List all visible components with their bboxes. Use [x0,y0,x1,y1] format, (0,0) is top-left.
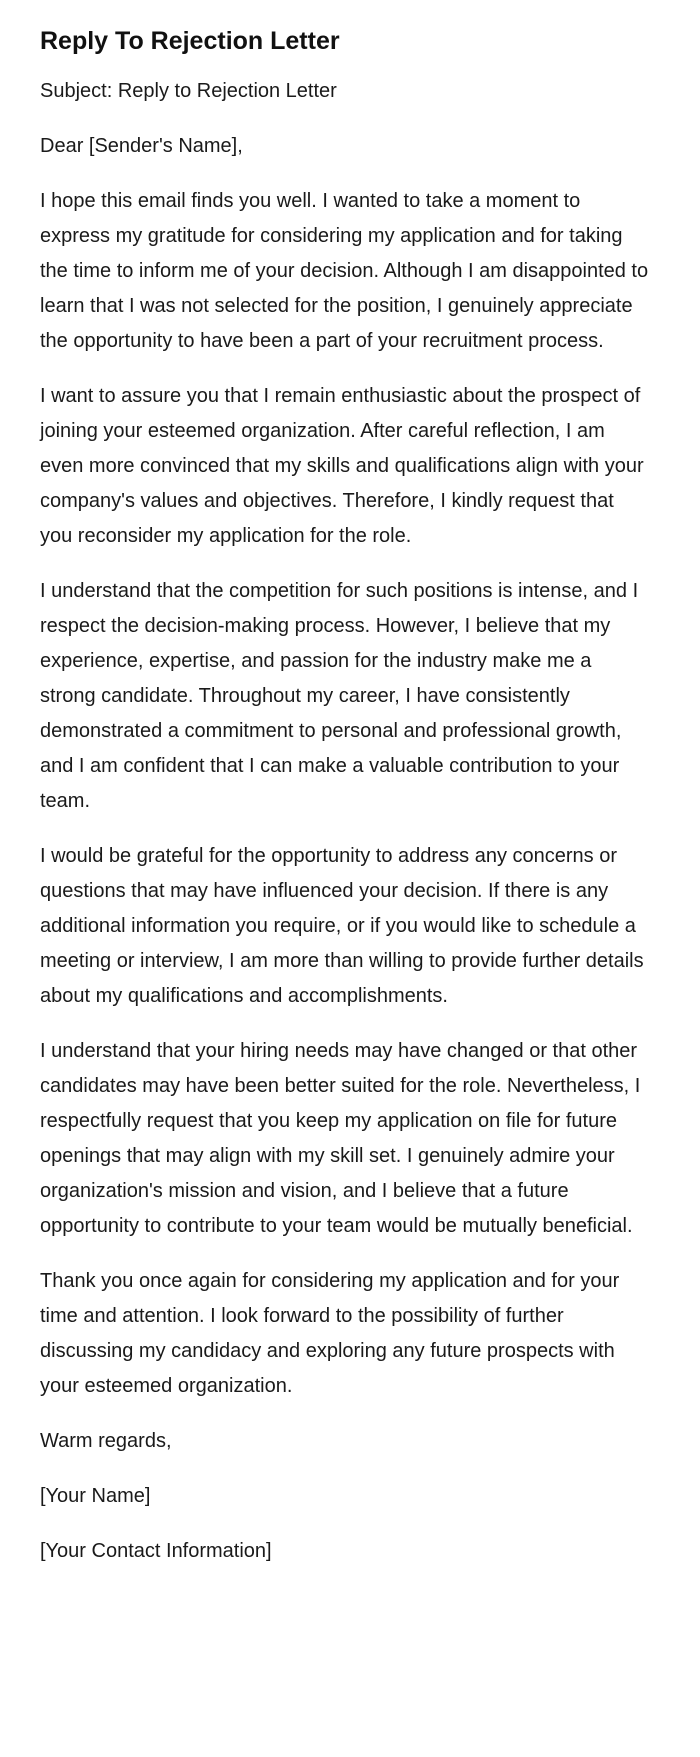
salutation: Dear [Sender's Name], [40,135,243,157]
body-paragraph-2: I want to assure you that I remain enthusiastic about the prospect of joining your esteemed organization. After careful reflection, I am even more convinced that my skills and qualifications align with your company's values and objectives. Therefore, I kindly request that you reconsider my application for the role. [40,385,644,547]
subject-line: Subject: Reply to Rejection Letter [40,80,337,102]
document-title: Reply To Rejection Letter [40,27,340,55]
body-paragraph-4: I would be grateful for the opportunity to address any concerns or questions that may have influenced your decision. If there is any additional information you require, or if you would like to schedule a meeting or interview, I am more than willing to provide further details about my qualifications and accomplishments. [40,845,644,1007]
contact-information: [Your Contact Information] [40,1540,272,1562]
body-paragraph-3: I understand that the competition for such positions is intense, and I respect the decision-making process. However, I believe that my experience, expertise, and passion for the industry make me a strong candidate. Throughout my career, I have consistently demonstrated a commitment to personal and professional growth, and I am confident that I can make a valuable contribution to your team. [40,580,639,812]
body-paragraph-1: I hope this email finds you well. I wanted to take a moment to express my gratitude for considering my application and for taking the time to inform me of your decision. Although I am disappointed to learn that I was not selected for the position, I genuinely appreciate the opportunity to have been a part of your recruitment process. [40,190,649,352]
closing: Warm regards, [40,1430,172,1452]
body-paragraph-6: Thank you once again for considering my application and for your time and attention. I look forward to the possibility of further discussing my candidacy and exploring any future prospects with your esteemed organization. [40,1270,620,1397]
signature-name: [Your Name] [40,1485,151,1507]
body-paragraph-5: I understand that your hiring needs may have changed or that other candidates may have been better suited for the role. Nevertheless, I respectfully request that you keep my application on file for future openings that may align with my skill set. I genuinely admire your organization's mission and vision, and I believe that a future opportunity to contribute to your team would be mutually beneficial. [40,1040,641,1237]
